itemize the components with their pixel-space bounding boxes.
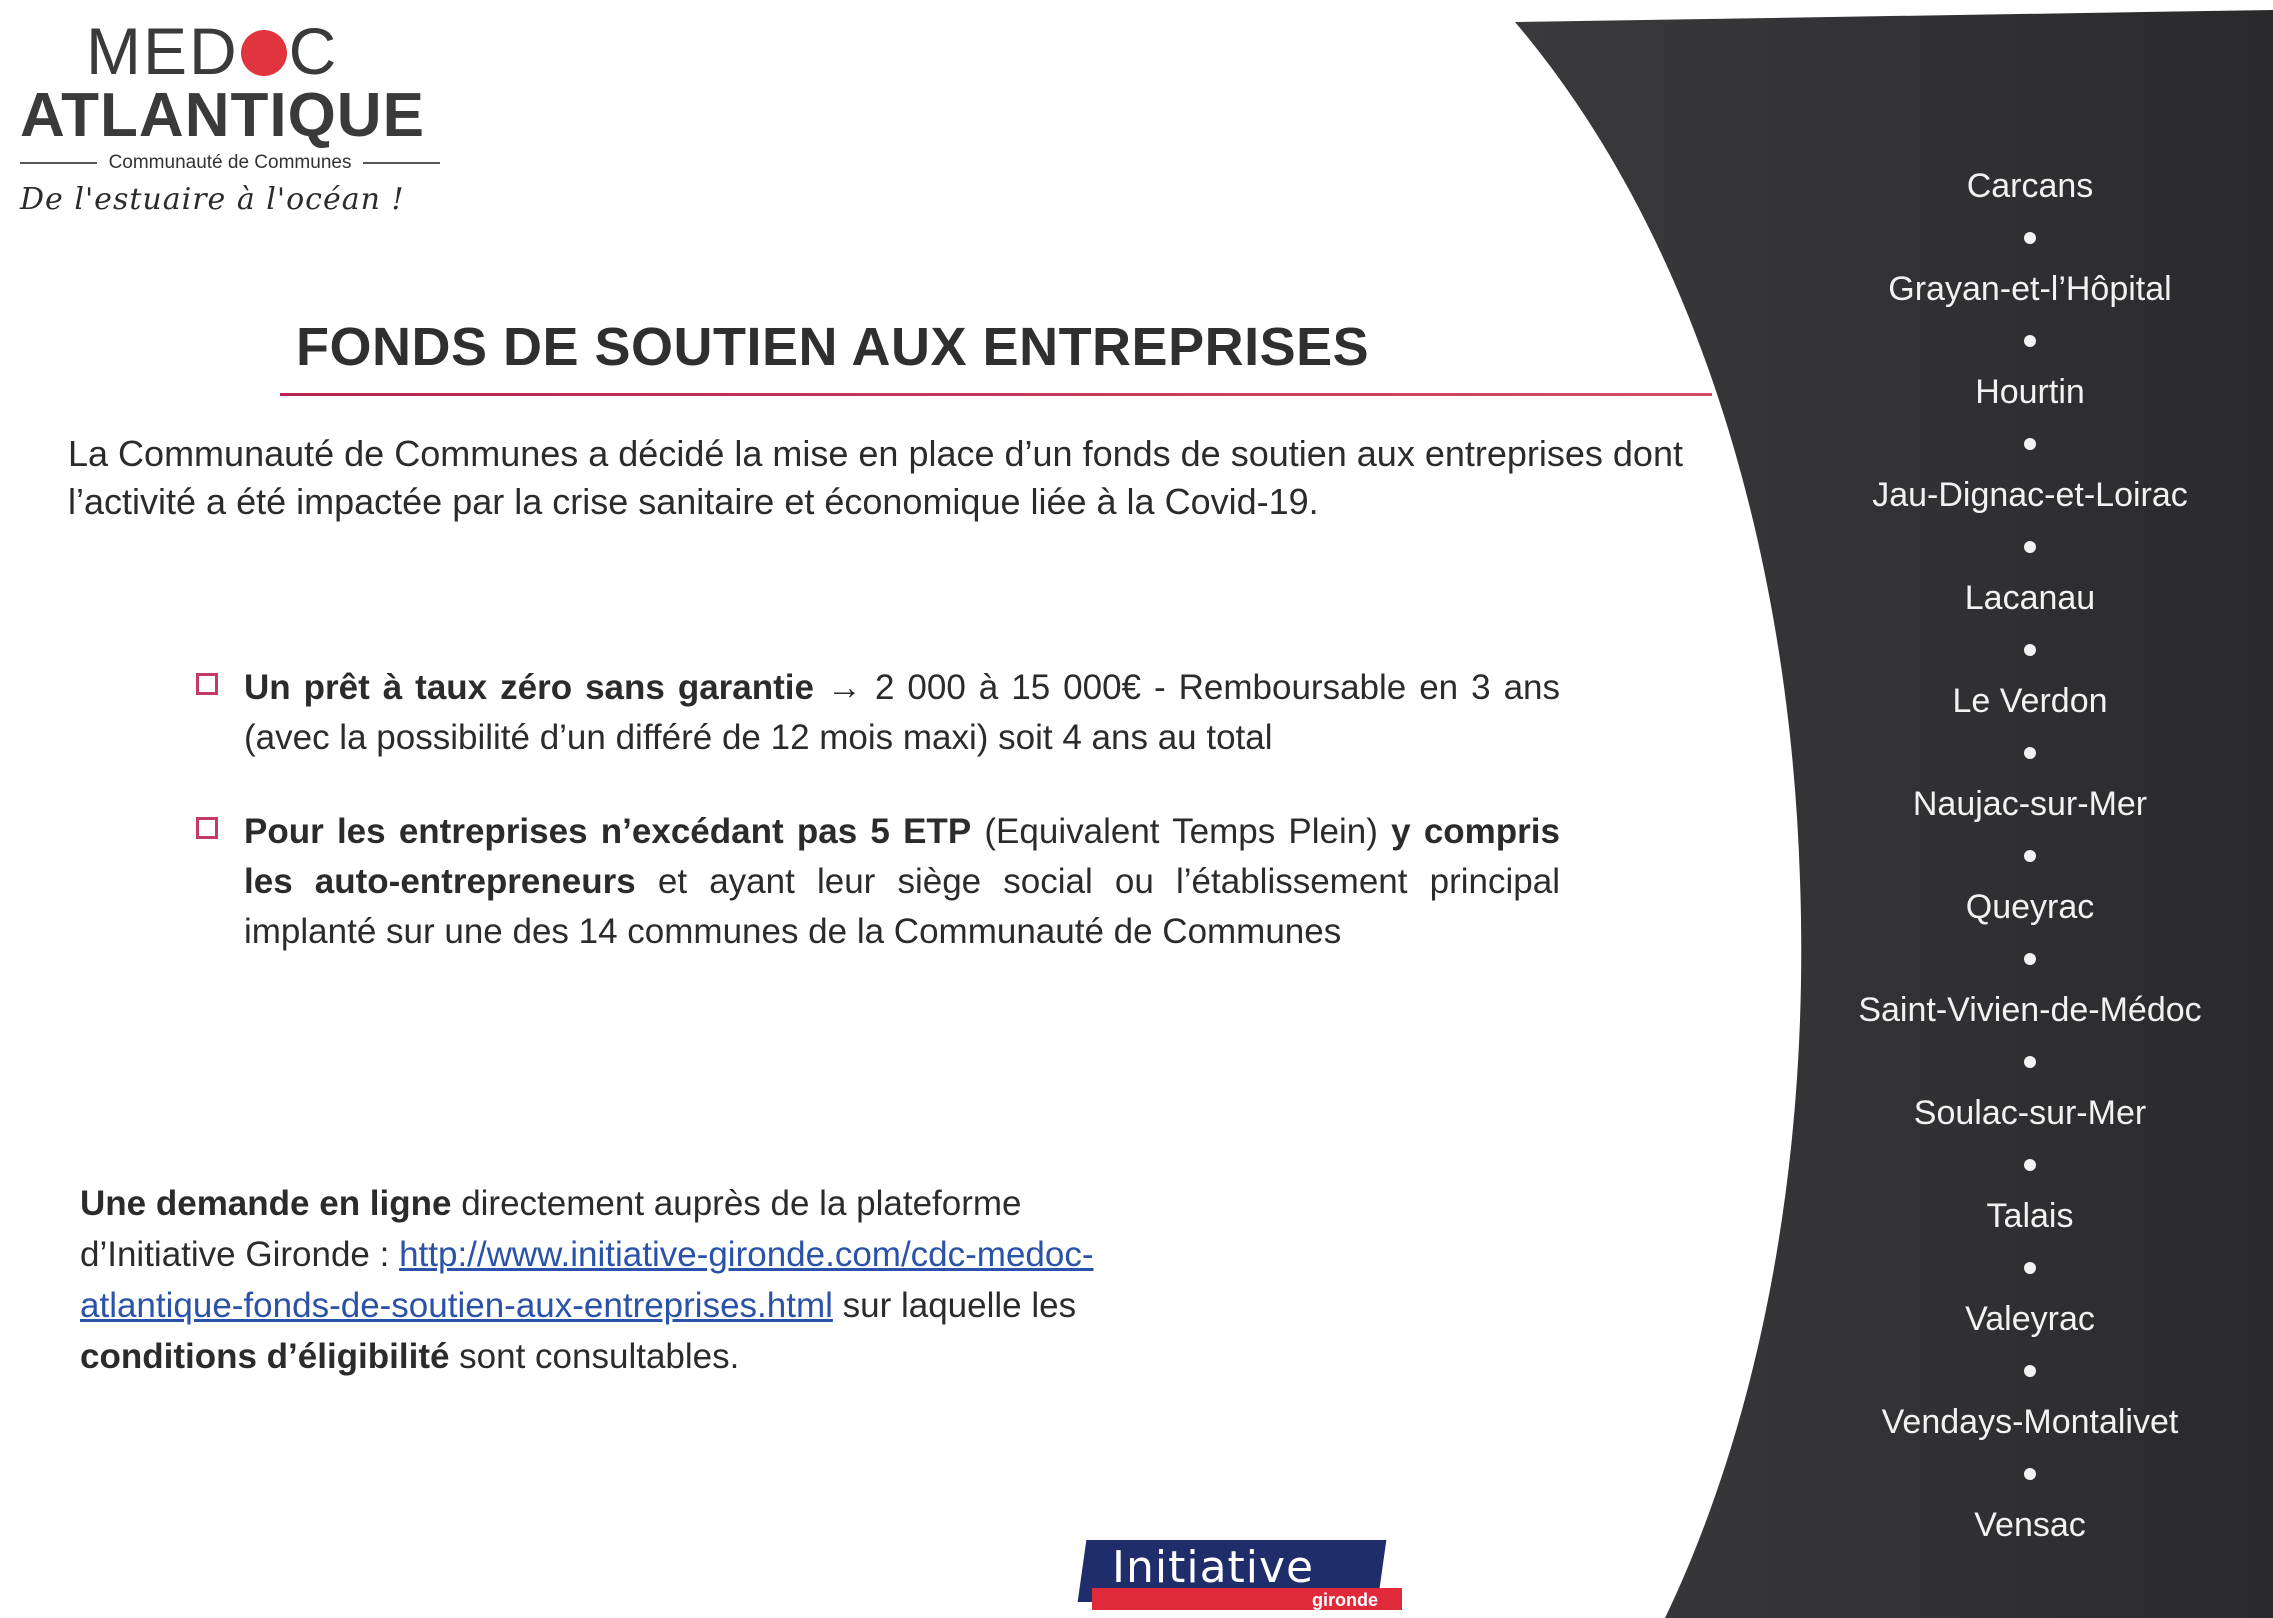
logo-red-dot — [241, 30, 287, 76]
bullet-dot-icon — [1830, 624, 2230, 675]
bullet-dot-icon — [1830, 1345, 2230, 1396]
commune-item: Jau-Dignac-et-Loirac — [1872, 476, 2188, 514]
intro-paragraph: La Communauté de Communes a décidé la mise en place d’un fonds de soutien aux entreprises dont l’activité a été impactée par la crise sanitaire et économique liée à la Covid-19. — [68, 433, 1683, 522]
bullet-list — [196, 663, 1560, 1001]
checkbox-icon — [196, 817, 218, 839]
commune-item: Soulac-sur-Mer — [1913, 1094, 2147, 1132]
commune-item: Le Verdon — [1952, 682, 2108, 720]
bullet-item — [196, 807, 1560, 957]
commune-item: Grayan-et-l’Hôpital — [1888, 270, 2172, 308]
initiative-gironde-link[interactable]: http://www.initiative-gironde.com/cdc-medoc-atlantique-fonds-de-soutien-aux-entreprises.html — [80, 1235, 1094, 1325]
bullet-dot-icon — [1830, 830, 2230, 881]
commune-item: Carcans — [1966, 167, 2094, 205]
logo-slogan: De l'estuaire à l'océan ! — [20, 182, 405, 217]
online-request-paragraph: Une demande en ligne directement auprès de la plateforme d’Initiative Gironde : http://www.initiative-gironde.com/cdc-medoc-atlantique-fonds-de-soutien-aux-entreprises.html sur laquelle les conditions d’éligibilité sont consultables. — [80, 1184, 1094, 1376]
bullet-dot-icon — [1830, 418, 2230, 469]
bullet-dot-icon — [1830, 727, 2230, 778]
bullet-dot-icon — [1830, 315, 2230, 366]
bullet-dot-icon — [1830, 521, 2230, 572]
commune-item: Hourtin — [1975, 373, 2085, 411]
bullet-dot-icon — [1830, 1242, 2230, 1293]
commune-item: Naujac-sur-Mer — [1912, 785, 2148, 823]
commune-item: Valeyrac — [1965, 1300, 2095, 1338]
page-title: FONDS DE SOUTIEN AUX ENTREPRISES — [296, 317, 1370, 377]
commune-item: Talais — [1986, 1197, 2074, 1235]
bullet-dot-icon — [1830, 1036, 2230, 1087]
commune-list — [1830, 160, 2230, 1551]
title-underline — [280, 393, 1712, 396]
initiative-gironde-logo: Initiative gironde — [1082, 1540, 1412, 1610]
bullet-dot-icon — [1830, 1139, 2230, 1190]
bullet-text: Pour les entreprises n’excédant pas 5 ETP (Equivalent Temps Plein) y compris les auto-entrepreneurs et ayant leur siège social ou l’établissement principal implanté sur une des 14 communes de la Communauté de Communes — [244, 812, 1560, 951]
commune-item: Vendays-Montalivet — [1881, 1403, 2179, 1441]
bullet-dot-icon — [1830, 933, 2230, 984]
bullet-text: Un prêt à taux zéro sans garantie → 2 000 à 15 000€ - Remboursable en 3 ans (avec la possibilité d’un différé de 12 mois maxi) soit 4 ans au total — [244, 668, 1561, 757]
logo-medoc: MED C — [86, 14, 339, 88]
commune-item: Vensac — [1974, 1506, 2086, 1544]
medoc-atlantique-logo — [20, 14, 440, 217]
bullet-dot-icon — [1830, 1448, 2230, 1499]
commune-item: Lacanau — [1964, 579, 2096, 617]
commune-item: Saint-Vivien-de-Médoc — [1858, 991, 2202, 1029]
bullet-dot-icon — [1830, 212, 2230, 263]
bullet-item — [196, 663, 1560, 763]
checkbox-icon — [196, 673, 218, 695]
logo-subtitle: Communauté de Communes — [20, 152, 440, 174]
commune-item: Queyrac — [1965, 888, 2095, 926]
logo-atlantique: ATLANTIQUE — [20, 81, 425, 150]
